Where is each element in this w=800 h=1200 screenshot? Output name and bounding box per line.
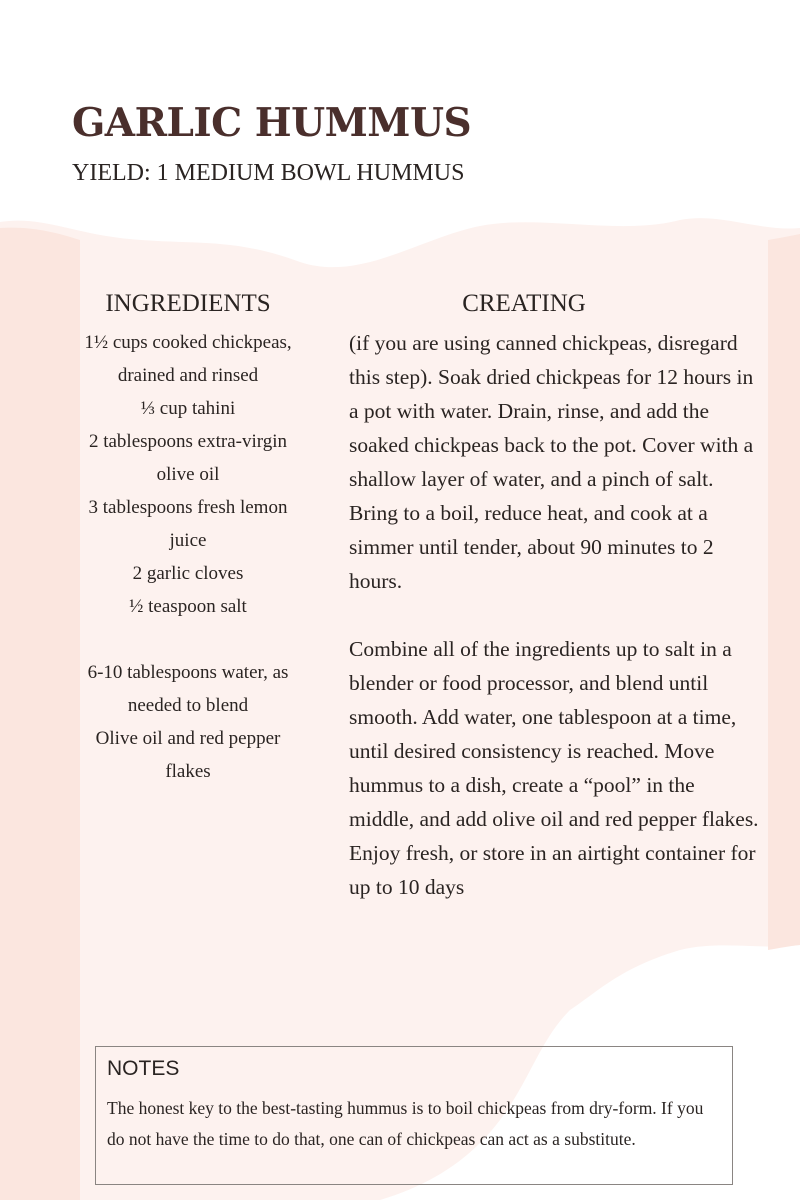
- wash-right-edge: [768, 234, 800, 950]
- ingredients-heading: INGREDIENTS: [105, 290, 271, 317]
- ingredients-spacer: [84, 623, 292, 656]
- ingredient-item: 2 tablespoons extra-virgin olive oil: [88, 431, 288, 485]
- notes-heading: NOTES: [107, 1057, 180, 1080]
- ingredient-item: ½ teaspoon salt: [129, 596, 247, 617]
- recipe-title: GARLIC HUMMUS: [72, 100, 472, 146]
- instruction-paragraph: Combine all of the ingredients up to salt in a blender or food processor, and blend until smooth. Add water, one tablespoon at a time, until desired consistency is reached. Move hummus to a dish, create a “pool” in the middle, and add olive oil and red pepper flakes. Enjoy fresh, or store in an airtight container for up to 10 days: [349, 637, 759, 899]
- ingredient-item: 1½ cups cooked chickpeas, drained and rinsed: [84, 332, 292, 386]
- ingredient-item: 3 tablespoons fresh lemon juice: [88, 497, 288, 551]
- notes-text: The honest key to the best-tasting hummus is to boil chickpeas from dry-form. If you do not have the time to do that, one can of chickpeas can act as a substitute.: [107, 1098, 704, 1149]
- instruction-paragraph: (if you are using canned chickpeas, disregard this step). Soak dried chickpeas for 12 hours in a pot with water. Drain, rinse, and add the soaked chickpeas back to the pot. Cover with a shallow layer of water, and a pinch of salt. Bring to a boil, reduce heat, and cook at a simmer until tender, about 90 minutes to 2 hours.: [349, 331, 754, 593]
- wash-left-edge: [0, 228, 80, 1200]
- notes-box: [95, 1046, 733, 1185]
- ingredient-item: ⅓ cup tahini: [140, 398, 236, 419]
- ingredient-item: 2 garlic cloves: [132, 563, 244, 584]
- ingredient-item: Olive oil and red pepper flakes: [95, 728, 281, 782]
- creating-instructions: [349, 326, 761, 904]
- ingredient-item: 6-10 tablespoons water, as needed to blend: [87, 662, 289, 716]
- ingredients-list: [84, 326, 292, 788]
- creating-heading: CREATING: [462, 290, 586, 317]
- recipe-yield: YIELD: 1 MEDIUM BOWL HUMMUS: [72, 160, 465, 186]
